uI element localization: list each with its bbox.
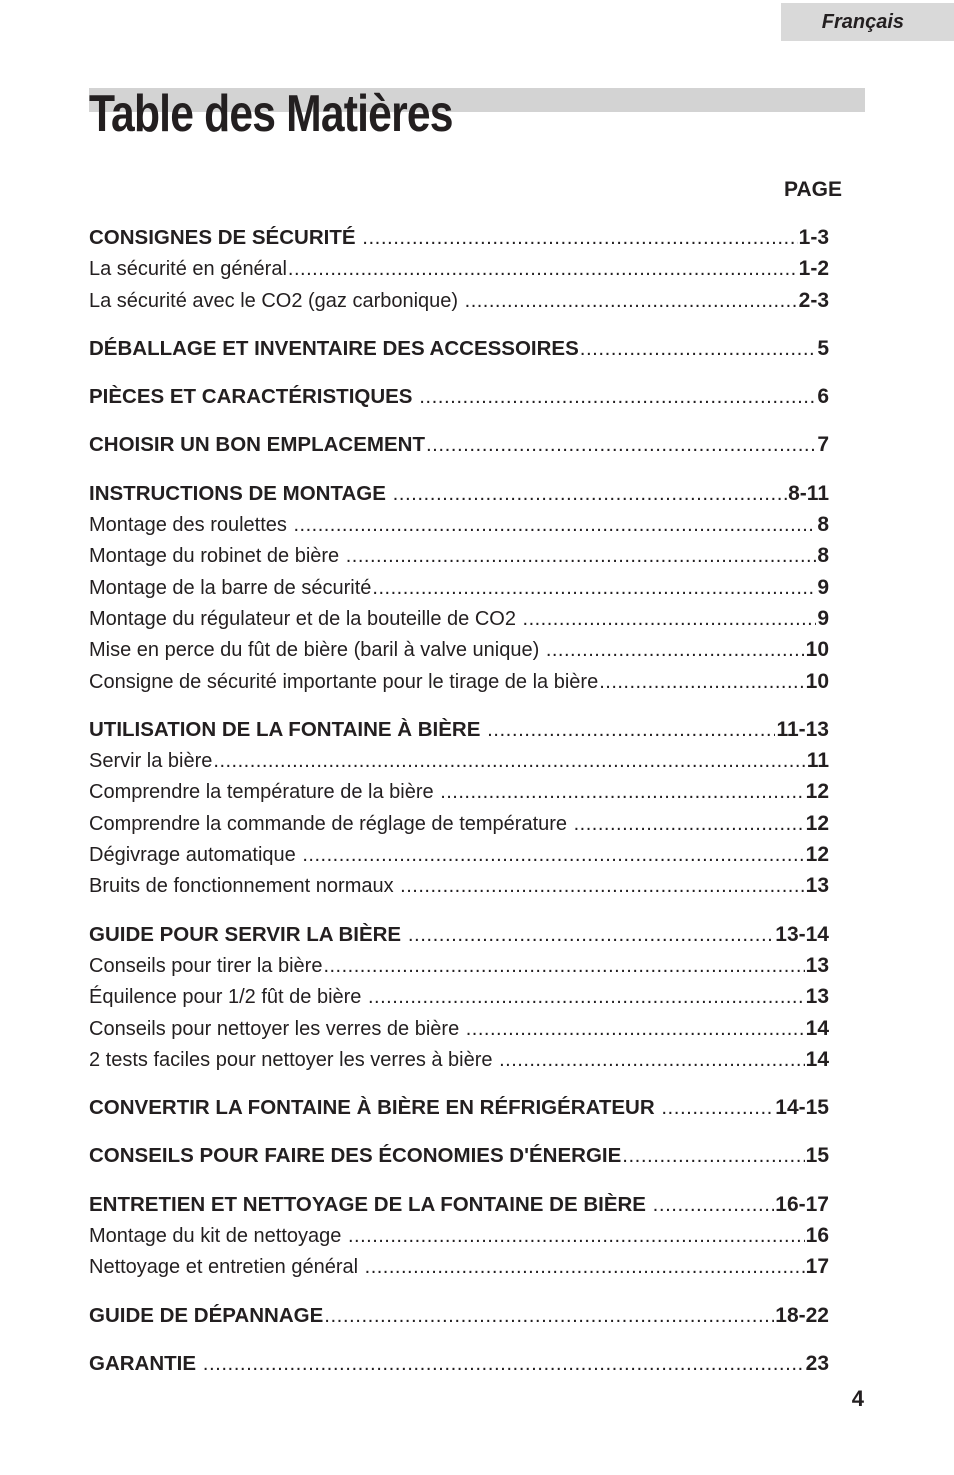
toc-entry-page: 14 <box>805 1016 829 1040</box>
toc-entry-page: 12 <box>805 843 829 867</box>
dot-leader <box>499 1045 805 1076</box>
toc-entry-label: Montage du kit de nettoyage <box>89 1225 347 1248</box>
toc-entry-label: GARANTIE <box>89 1351 202 1375</box>
toc-entry-label: DÉBALLAGE ET INVENTAIRE DES ACCESSOIRES <box>89 336 579 360</box>
toc-entry-label: ENTRETIEN ET NETTOYAGE DE LA FONTAINE DE BIÈRE <box>89 1192 652 1216</box>
dot-leader <box>440 777 804 808</box>
toc-entry-label: Montage des roulettes <box>89 514 293 537</box>
toc-entry-label: GUIDE DE DÉPANNAGE <box>89 1303 324 1327</box>
toc-subsection <box>89 603 829 634</box>
toc-subsection <box>89 666 829 697</box>
toc-entry-label: Nettoyage et entretien général <box>89 1256 364 1279</box>
toc-entry-page: 14 <box>805 1047 829 1071</box>
dot-leader <box>213 746 805 777</box>
toc-entry-label: Comprendre la température de la bière <box>89 781 440 804</box>
toc-entry-page: 11 <box>806 749 829 773</box>
toc-entry-page: 13 <box>805 985 829 1009</box>
dot-leader <box>466 1014 805 1045</box>
toc-subsection <box>89 839 829 870</box>
toc-entry-label: Montage du régulateur et de la bouteille de CO2 <box>89 607 522 630</box>
toc-entry-page: 7 <box>817 433 829 457</box>
toc-subsection <box>89 1013 829 1044</box>
toc-entry-page: 5 <box>817 336 829 360</box>
toc-entry-page: 13-14 <box>775 922 829 946</box>
dot-leader <box>546 635 805 666</box>
dot-leader <box>348 1221 805 1252</box>
dot-leader <box>302 840 804 871</box>
toc-entry-label: Bruits de fonctionnement normaux <box>89 875 400 898</box>
toc-subsection <box>89 870 829 901</box>
toc-entry-label: CONSIGNES DE SÉCURITÉ <box>89 226 362 249</box>
toc-section <box>89 429 829 460</box>
dot-leader <box>574 809 805 840</box>
toc-entry-page: 10 <box>805 669 829 693</box>
toc-entry-page: 17 <box>805 1255 829 1279</box>
toc-entry-label: CHOISIR UN BON EMPLACEMENT <box>89 433 425 457</box>
toc-entry-label: Mise en perce du fût de bière (baril à valve unique) <box>89 639 545 662</box>
toc-subsection <box>89 1220 829 1251</box>
toc-entry-page: 23 <box>805 1351 829 1375</box>
dot-leader <box>365 1252 805 1283</box>
toc-section <box>89 1189 829 1220</box>
toc-entry-page: 13 <box>805 874 829 898</box>
dot-leader <box>368 982 805 1013</box>
dot-leader <box>400 871 804 902</box>
toc-subsection <box>89 1251 829 1282</box>
toc-entry-page: 16 <box>805 1224 829 1248</box>
dot-leader <box>362 222 797 253</box>
toc-subsection <box>89 981 829 1012</box>
page-column-label: PAGE <box>784 178 842 201</box>
toc-section <box>89 919 829 950</box>
dot-leader <box>622 1140 804 1171</box>
dot-leader <box>324 1300 774 1331</box>
toc-entry-label: Servir la bière <box>89 750 213 773</box>
dot-leader <box>293 510 816 541</box>
toc-entry-page: 10 <box>805 638 829 662</box>
toc-entry-page: 9 <box>817 606 829 630</box>
toc-entry-page: 6 <box>817 385 829 409</box>
dot-leader <box>323 951 804 982</box>
toc-entry-page: 13 <box>805 953 829 977</box>
dot-leader <box>346 541 817 572</box>
toc-section <box>89 1348 829 1379</box>
dot-leader <box>419 381 816 412</box>
toc-entry-page: 15 <box>805 1144 829 1168</box>
toc-section <box>89 1140 829 1171</box>
toc-entry-page: 8-11 <box>788 481 829 505</box>
dot-leader <box>408 919 774 950</box>
toc-entry-page: 12 <box>805 811 829 835</box>
dot-leader <box>426 429 816 460</box>
toc-entry-label: GUIDE POUR SERVIR LA BIÈRE <box>89 922 407 946</box>
toc-entry-label: PIÈCES ET CARACTÉRISTIQUES <box>89 385 419 409</box>
toc-subsection <box>89 950 829 981</box>
toc-subsection <box>89 776 829 807</box>
dot-leader <box>599 667 804 698</box>
toc-entry-page: 16-17 <box>775 1192 829 1216</box>
dot-leader <box>372 573 816 604</box>
dot-leader <box>580 333 817 364</box>
dot-leader <box>465 286 798 317</box>
dot-leader <box>203 1348 805 1379</box>
toc-entry-page: 12 <box>805 780 829 804</box>
page-number: 4 <box>851 1386 864 1411</box>
toc-section <box>89 222 829 253</box>
toc-section <box>89 381 829 412</box>
dot-leader <box>487 714 775 745</box>
toc-subsection <box>89 253 829 284</box>
toc-entry-page: 8 <box>817 513 829 537</box>
toc-entry-label: 2 tests faciles pour nettoyer les verres à bière <box>89 1048 499 1071</box>
toc-subsection <box>89 509 829 540</box>
dot-leader <box>288 254 798 285</box>
toc-subsection <box>89 634 829 665</box>
toc-section <box>89 478 829 509</box>
toc-subsection <box>89 572 829 603</box>
toc-entry-label: Montage de la barre de sécurité <box>89 576 372 599</box>
dot-leader <box>661 1092 774 1123</box>
dot-leader <box>653 1189 775 1220</box>
toc-entry-page: 14-15 <box>775 1096 829 1120</box>
toc-entry-label: La sécurité en général <box>89 258 287 281</box>
toc-subsection <box>89 285 829 316</box>
toc-section <box>89 1300 829 1331</box>
toc-subsection <box>89 745 829 776</box>
toc-entry-label: Montage du robinet de bière <box>89 545 345 568</box>
toc-subsection <box>89 540 829 571</box>
toc-section <box>89 714 829 745</box>
page-title: Table des Matières <box>89 85 453 143</box>
dot-leader <box>393 478 788 509</box>
toc-entry-page: 9 <box>817 575 829 599</box>
toc-entry-page: 1-3 <box>798 226 829 249</box>
toc-entry-page: 18-22 <box>775 1303 829 1327</box>
toc-entry-label: INSTRUCTIONS DE MONTAGE <box>89 481 392 505</box>
toc-subsection <box>89 808 829 839</box>
toc-entry-label: Dégivrage automatique <box>89 844 302 867</box>
toc-entry-label: UTILISATION DE LA FONTAINE À BIÈRE <box>89 717 487 741</box>
toc-entry-label: Équilence pour 1/2 fût de bière <box>89 986 367 1009</box>
toc-entry-page: 11-13 <box>776 717 829 741</box>
toc-entry-label: CONSEILS POUR FAIRE DES ÉCONOMIES D'ÉNERGIE <box>89 1144 622 1168</box>
toc-entry-label: La sécurité avec le CO2 (gaz carbonique) <box>89 289 464 312</box>
toc-section <box>89 333 829 364</box>
toc-entry-label: CONVERTIR LA FONTAINE À BIÈRE EN RÉFRIGÉRATEUR <box>89 1096 661 1120</box>
toc-entry-page: 2-3 <box>798 288 829 312</box>
toc-entry-label: Consigne de sécurité importante pour le tirage de la bière <box>89 670 599 693</box>
toc-entry-label: Conseils pour tirer la bière <box>89 954 323 977</box>
toc-entry-label: Conseils pour nettoyer les verres de bière <box>89 1017 465 1040</box>
toc-section <box>89 1092 829 1123</box>
toc-entry-page: 8 <box>817 544 829 568</box>
toc-subsection <box>89 1044 829 1075</box>
toc-entry-label: Comprendre la commande de réglage de température <box>89 812 573 835</box>
toc-entry-page: 1-2 <box>798 257 829 281</box>
dot-leader <box>523 604 817 635</box>
language-tab: Français <box>781 3 954 41</box>
table-of-contents <box>89 222 829 1379</box>
